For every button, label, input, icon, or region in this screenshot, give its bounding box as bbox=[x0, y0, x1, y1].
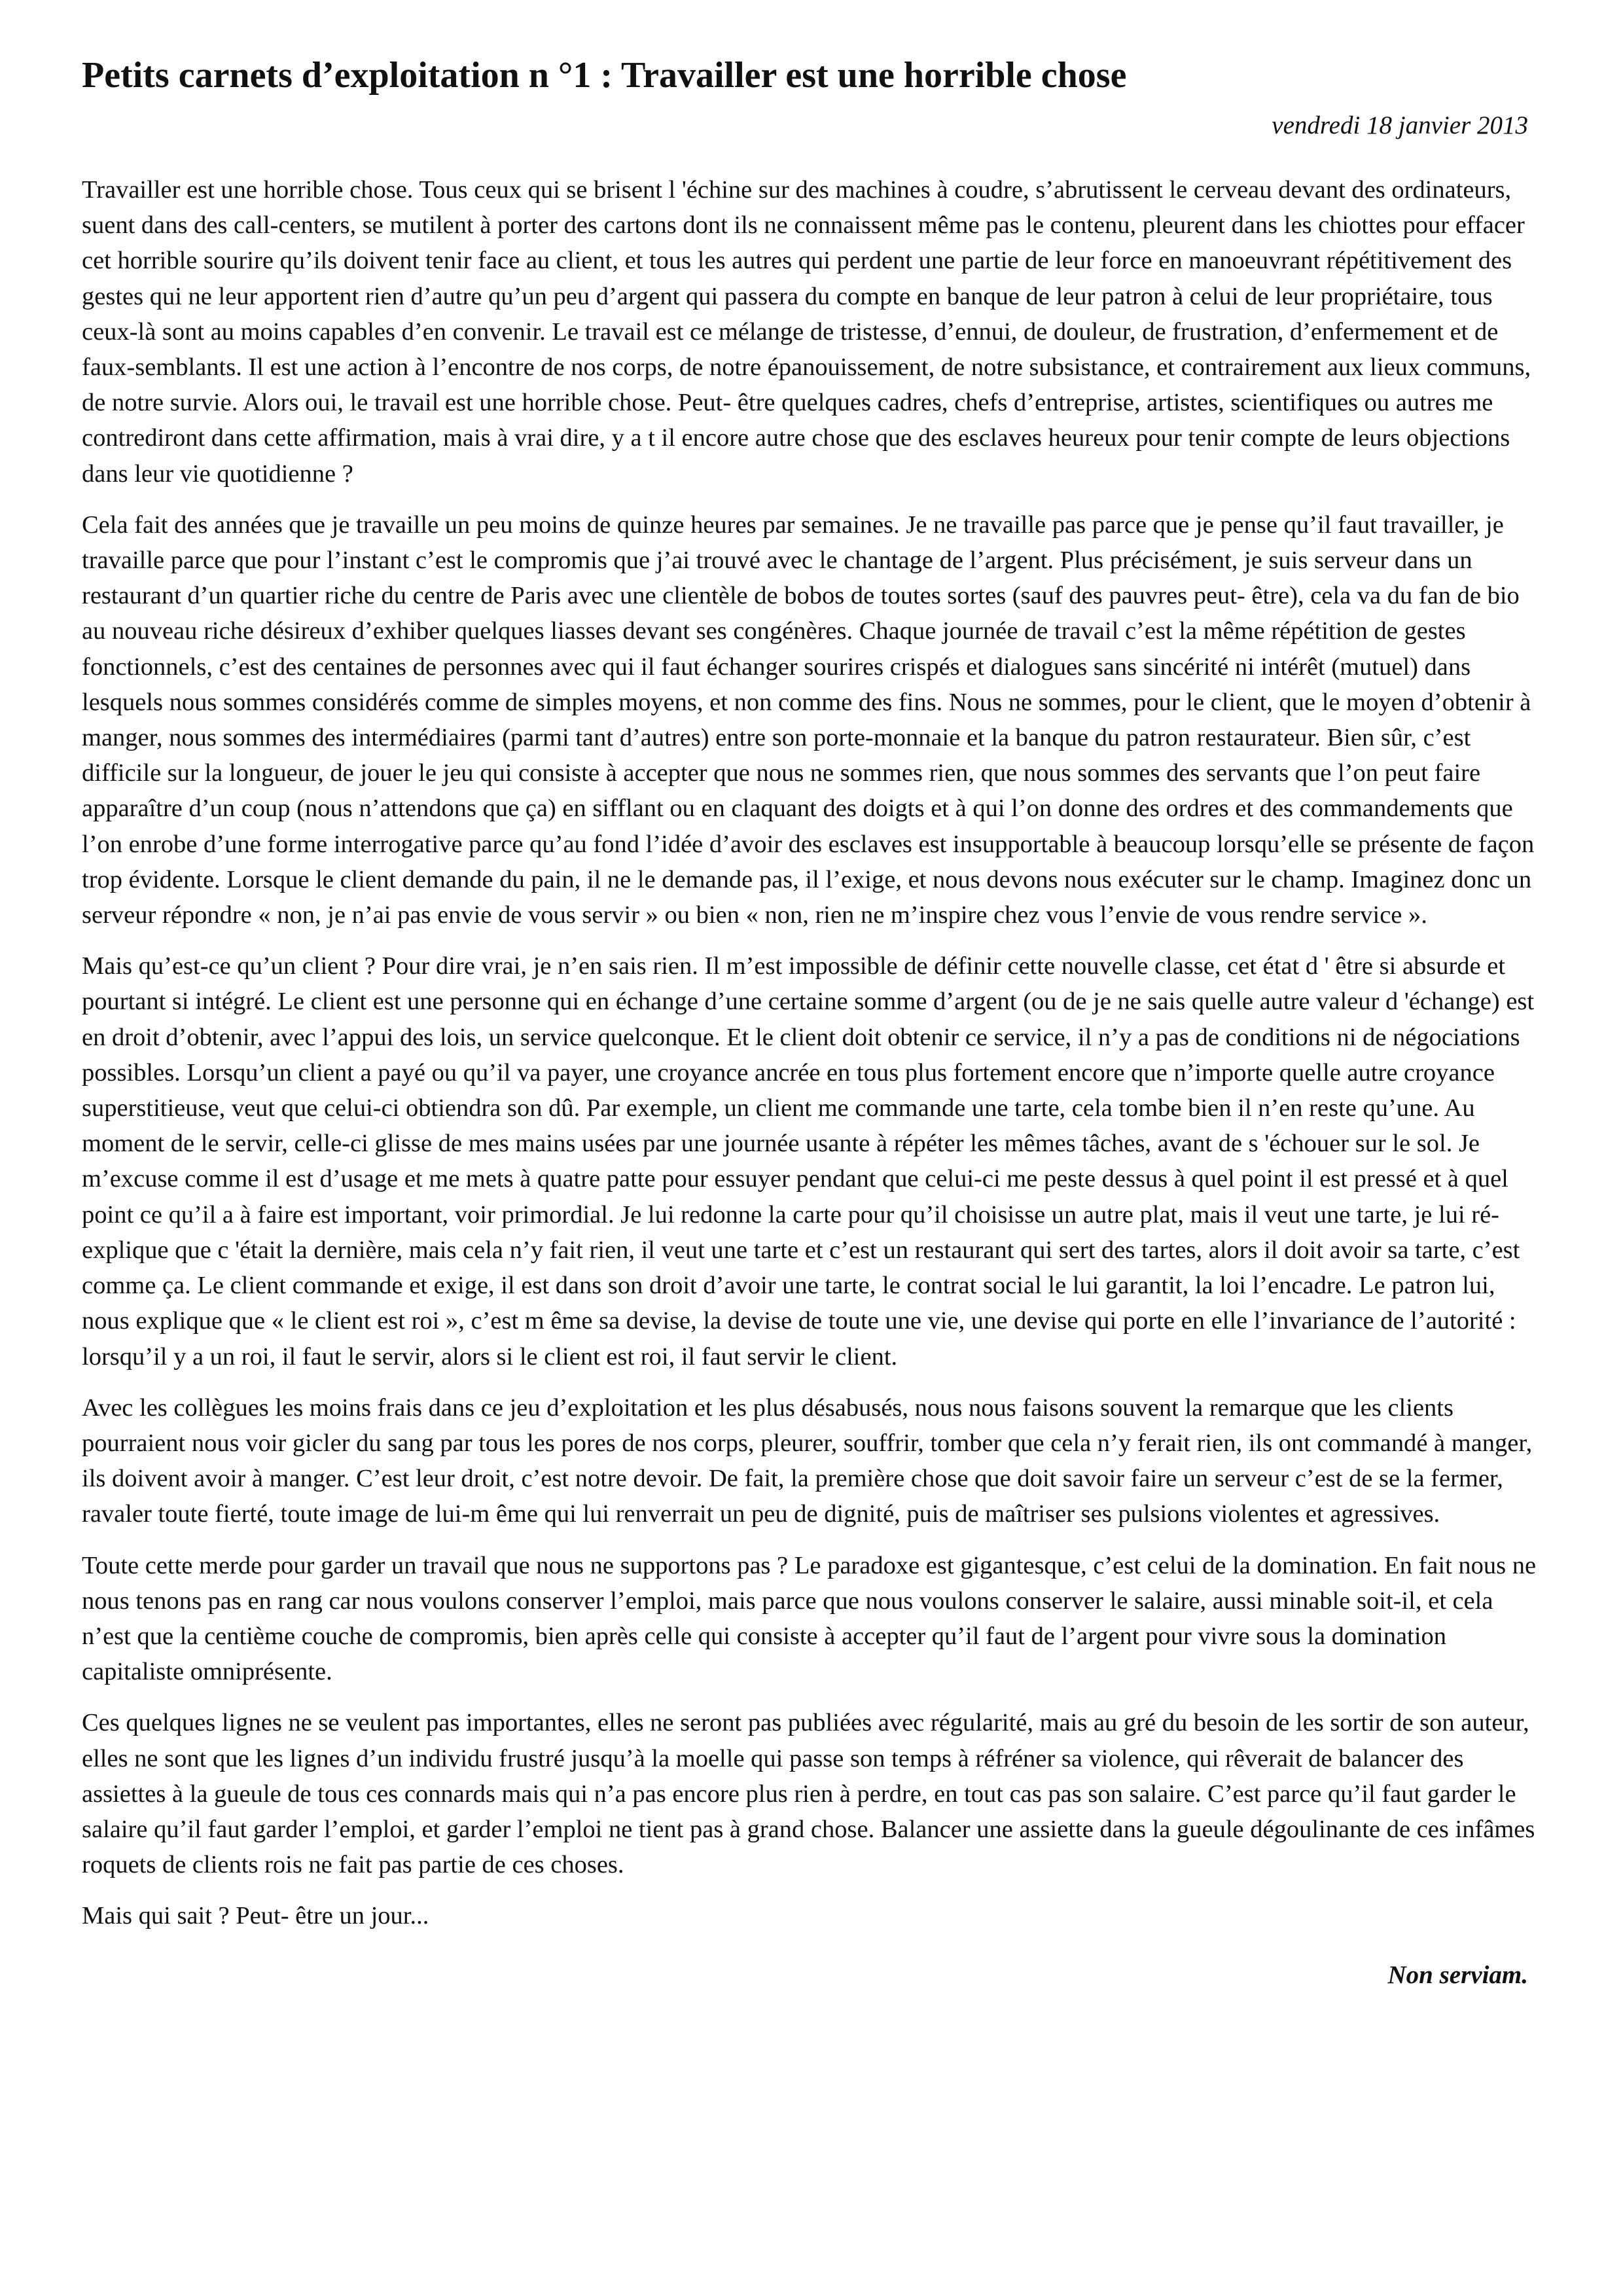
paragraph-3: Mais qu’est-ce qu’un client ? Pour dire vrai, je n’en sais rien. Il m’est impossible de définir cette nouvelle classe, cet état d ' être si absurde et pourtant si intégré. Le client est une personne qui en échange d’une certaine somme d’argent (ou de je ne sais quelle autre valeur d 'échange) est en droit d’obtenir, avec l’appui des lois, un service quelconque. Et le client doit obtenir ce service, il n’y a pas de conditions ni de négociations possibles. Lorsqu’un client a payé ou qu’il va payer, une croyance ancrée en tous plus fortement encore que n’importe quelle autre croyance superstitieuse, veut que celui-ci obtiendra son dû. Par exemple, un client me commande une tarte, cela tombe bien il n’en reste qu’une. Au moment de le servir, celle-ci glisse de mes mains usées par une journée usante à répéter les mêmes tâches, avant de s 'échouer sur le sol. Je m’excuse comme il est d’usage et me mets à quatre patte pour essuyer pendant que celui-ci me peste dessus à quel point il est pressé et à quel point ce qu’il a à faire est important, voir primordial. Je lui redonne la carte pour qu’il choisisse un autre plat, mais il veut une tarte, je lui ré-explique que c 'était la dernière, mais cela n’y fait rien, il veut une tarte et c’est un restaurant qui sert des tartes, alors il doit avoir sa tarte, c’est comme ça. Le client commande et exige, il est dans son droit d’avoir une tarte, le contrat social le lui garantit, la loi l’encadre. Le patron lui, nous explique que « le client est roi », c’est m ême sa devise, la devise de toute une vie, une devise qui porte en elle l’invariance de l’autorité : lorsqu’il y a un roi, il faut le servir, alors si le client est roi, il faut servir le client. bbox=[82, 952, 1535, 1371]
paragraph-5: Toute cette merde pour garder un travail que nous ne supportons pas ? Le paradoxe est gigantesque, c’est celui de la domination. En fait nous ne nous tenons pas en rang car nous voulons conserver l’emploi, mais parce que nous voulons conserver le salaire, aussi minable soit-il, et cela n’est que la centième couche de compromis, bien après celle qui consiste à accepter qu’il faut de l’argent pour vivre sous la domination capitaliste omniprésente. bbox=[82, 1551, 1537, 1686]
paragraph-6: Ces quelques lignes ne se veulent pas importantes, elles ne seront pas publiées avec régularité, mais au gré du besoin de les sortir de son auteur, elles ne sont que les lignes d’un individu frustré jusqu’à la moelle qui passe son temps à réfréner sa violence, qui rêverait de balancer des assiettes à la gueule de tous ces connards mais qui n’a pas encore plus rien à perdre, en tout cas pas son salaire. C’est parce qu’il faut garder le salaire qu’il faut garder l’emploi, et garder l’emploi ne tient pas à grand chose. Balancer une assiette dans la gueule dégoulinante de ces infâmes roquets de clients rois ne fait pas partie de ces choses. bbox=[82, 1709, 1535, 1879]
paragraph-2: Cela fait des années que je travaille un peu moins de quinze heures par semaines. Je ne travaille pas parce que je pense qu’il faut travailler, je travaille parce que pour l’instant c’est le compromis que j’ai trouvé avec le chantage de l’argent. Plus précisément, je suis serveur dans un restaurant d’un quartier riche du centre de Paris avec une clientèle de bobos de toutes sortes (sauf des pauvres peut- être), cela va du fan de bio au nouveau riche désireux d’exhiber quelques liasses devant ses congénères. Chaque journée de travail c’est la même répétition de gestes fonctionnels, c’est des centaines de personnes avec qui il faut échanger sourires crispés et dialogues sans sincérité ni intérêt (mutuel) dans lesquels nous sommes considérés comme de simples moyens, et non comme des fins. Nous ne sommes, pour le client, que le moyen d’obtenir à manger, nous sommes des intermédiaires (parmi tant d’autres) entre son porte-monnaie et la banque du patron restaurateur. Bien sûr, c’est difficile sur la longueur, de jouer le jeu qui consiste à accepter que nous ne sommes rien, que nous sommes des servants que l’on peut faire apparaître d’un coup (nous n’attendons que ça) en sifflant ou en claquant des doigts et à qui l’on donne des ordres et des commandements que l’on enrobe d’une forme interrogative parce qu’au fond l’idée d’avoir des esclaves est insupportable à beaucoup lorsqu’elle se présente de façon trop évidente. Lorsque le client demande du pain, il ne le demande pas, il l’exige, et nous devons nous exécuter sur le champ. Imaginez donc un serveur répondre « non, je n’ai pas envie de vous servir » ou bien « non, rien ne m’inspire chez vous l’envie de vous rendre service ». bbox=[82, 511, 1535, 929]
document-title: Petits carnets d’exploitation n °1 : Travailler est une horrible chose bbox=[82, 55, 1127, 96]
paragraph-4: Avec les collègues les moins frais dans ce jeu d’exploitation et les plus désabusés, nous nous faisons souvent la remarque que les clients pourraient nous voir gicler du sang par tous les pores de nos corps, pleurer, souffrir, tomber que cela n’y ferait rien, ils ont commandé à manger, ils doivent avoir à manger. C’est leur droit, c’est notre devoir. De fait, la première chose que doit savoir faire un serveur c’est de se la fermer, ravaler toute fierté, toute image de lui-m ême qui lui renverrait un peu de dignité, puis de maîtriser ses pulsions violentes et agressives. bbox=[82, 1393, 1533, 1528]
signature: Non serviam. bbox=[1387, 1960, 1528, 1989]
paragraph-7: Mais qui sait ? Peut- être un jour... bbox=[82, 1902, 429, 1930]
document-date: vendredi 18 janvier 2013 bbox=[1272, 111, 1528, 139]
paragraph-1: Travailler est une horrible chose. Tous ceux qui se brisent l 'échine sur des machines à coudre, s’abrutissent le cerveau devant des ordinateurs, suent dans des call-centers, se mutilent à porter des cartons dont ils ne connaissent même pas le contenu, pleurent dans les chiottes pour effacer cet horrible sourire qu’ils doivent tenir face au client, et tous les autres qui perdent une partie de leur force en manoeuvrant répétitivement des gestes qui ne leur apportent rien d’autre qu’un peu d’argent qui passera du compte en banque de leur patron à celui de leur propriétaire, tous ceux-là sont au moins capables d’en convenir. Le travail est ce mélange de tristesse, d’ennui, de douleur, de frustration, d’enfermement et de faux-semblants. Il est une action à l’encontre de nos corps, de notre épanouissement, de notre subsistance, et contrairement aux lieux communs, de notre survie. Alors oui, le travail est une horrible chose. Peut- être quelques cadres, chefs d’entreprise, artistes, scientifiques ou autres me contrediront dans cette affirmation, mais à vrai dire, y a t il encore autre chose que des esclaves heureux pour tenir compte de leurs objections dans leur vie quotidienne ? bbox=[82, 176, 1531, 488]
document-body bbox=[82, 172, 1541, 1934]
document-page bbox=[82, 49, 1541, 1992]
